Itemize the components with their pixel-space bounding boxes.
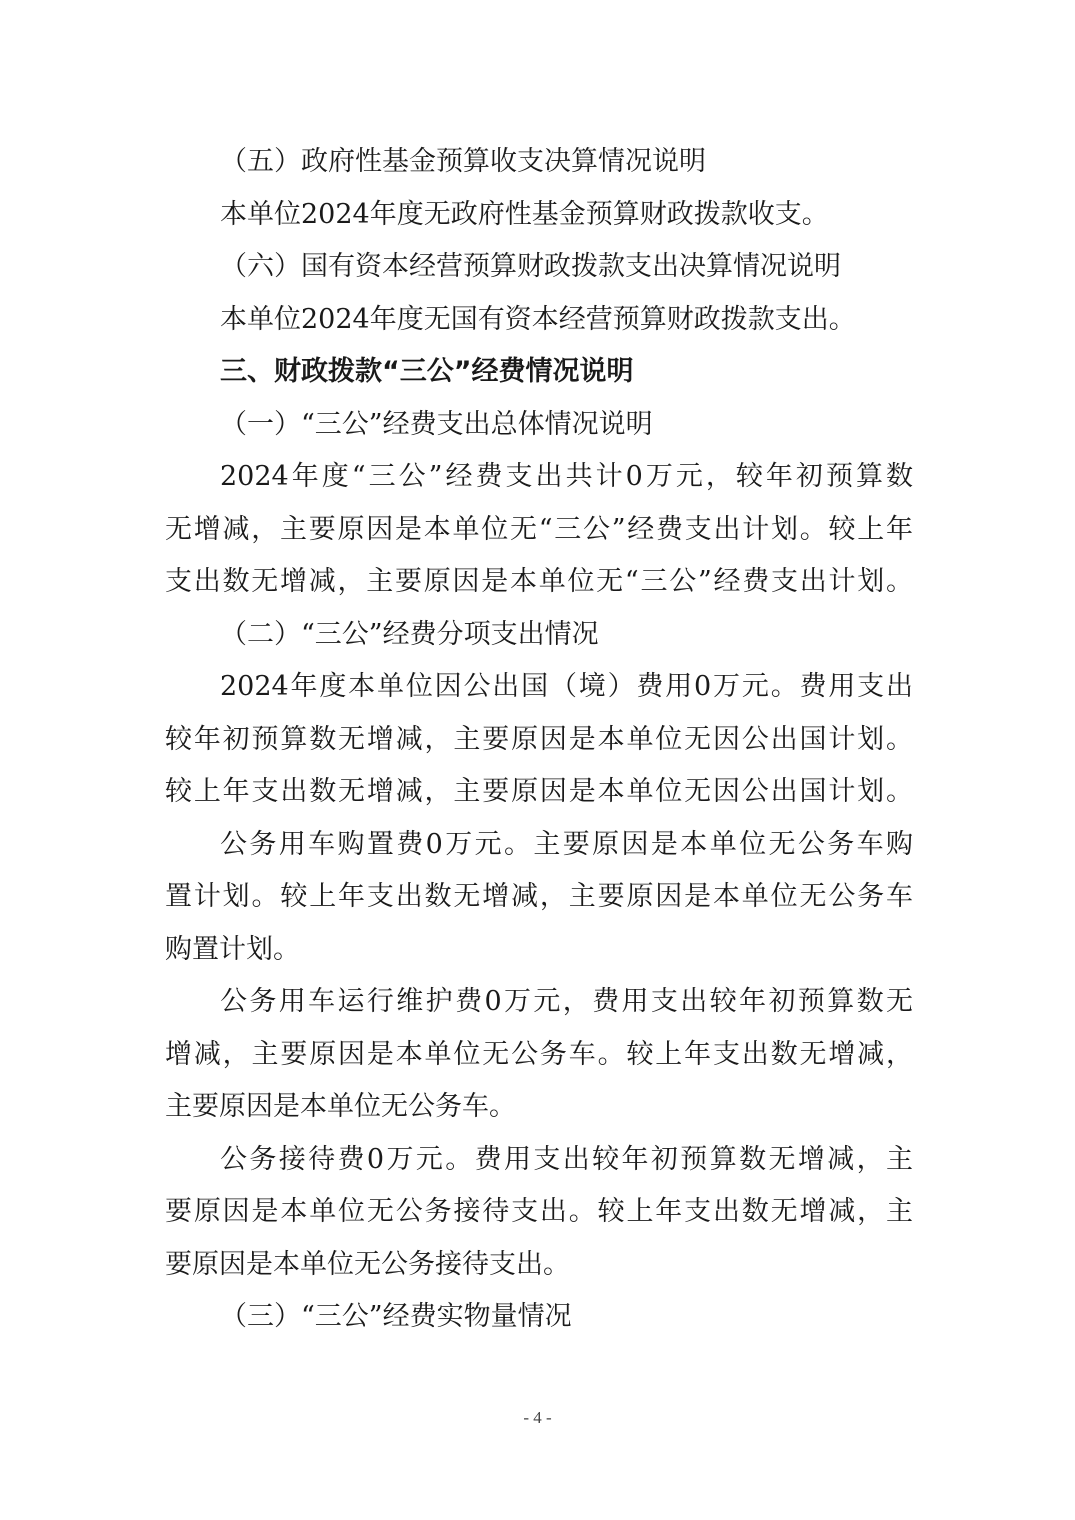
paragraph-government-fund: 本单位2024年度无政府性基金预算财政拨款收支。: [220, 199, 829, 230]
paragraph-overall-line-1: 2024年度“三公”经费支出共计0万元，较年初预算数: [220, 461, 913, 492]
heading-itemized-expenses: （二）“三公”经费分项支出情况: [220, 619, 599, 650]
heading-physical-quantity: （三）“三公”经费实物量情况: [220, 1301, 572, 1332]
heading-state-capital-budget: （六）国有资本经营预算财政拨款支出决算情况说明: [220, 251, 841, 282]
paragraph-overall-line-2: 无增减，主要原因是本单位无“三公”经费支出计划。较上年: [165, 514, 913, 545]
section-heading-three-public-expenses: 三、财政拨款“三公”经费情况说明: [220, 356, 634, 387]
paragraph-vehicle-maintenance-line-1: 公务用车运行维护费0万元，费用支出较年初预算数无: [220, 986, 913, 1017]
paragraph-vehicle-purchase-line-2: 置计划。较上年支出数无增减，主要原因是本单位无公务车: [165, 881, 913, 912]
paragraph-vehicle-purchase-line-3: 购置计划。: [165, 934, 300, 965]
paragraph-abroad-line-3: 较上年支出数无增减，主要原因是本单位无因公出国计划。: [165, 776, 913, 807]
paragraph-vehicle-maintenance-line-3: 主要原因是本单位无公务车。: [165, 1091, 516, 1122]
paragraph-reception-line-1: 公务接待费0万元。费用支出较年初预算数无增减，主: [220, 1144, 913, 1175]
paragraph-abroad-line-1: 2024年度本单位因公出国（境）费用0万元。费用支出: [220, 671, 913, 702]
heading-government-fund-budget: （五）政府性基金预算收支决算情况说明: [220, 146, 706, 177]
paragraph-overall-line-3: 支出数无增减，主要原因是本单位无“三公”经费支出计划。: [165, 566, 913, 597]
paragraph-vehicle-purchase-line-1: 公务用车购置费0万元。主要原因是本单位无公务车购: [220, 829, 913, 860]
paragraph-state-capital: 本单位2024年度无国有资本经营预算财政拨款支出。: [220, 304, 856, 335]
paragraph-reception-line-3: 要原因是本单位无公务接待支出。: [165, 1249, 570, 1280]
page-number: - 4 -: [523, 1408, 552, 1427]
paragraph-vehicle-maintenance-line-2: 增减，主要原因是本单位无公务车。较上年支出数无增减，: [165, 1039, 913, 1070]
heading-overall-expenses: （一）“三公”经费支出总体情况说明: [220, 409, 653, 440]
paragraph-abroad-line-2: 较年初预算数无增减，主要原因是本单位无因公出国计划。: [165, 724, 913, 755]
paragraph-reception-line-2: 要原因是本单位无公务接待支出。较上年支出数无增减，主: [165, 1196, 913, 1227]
